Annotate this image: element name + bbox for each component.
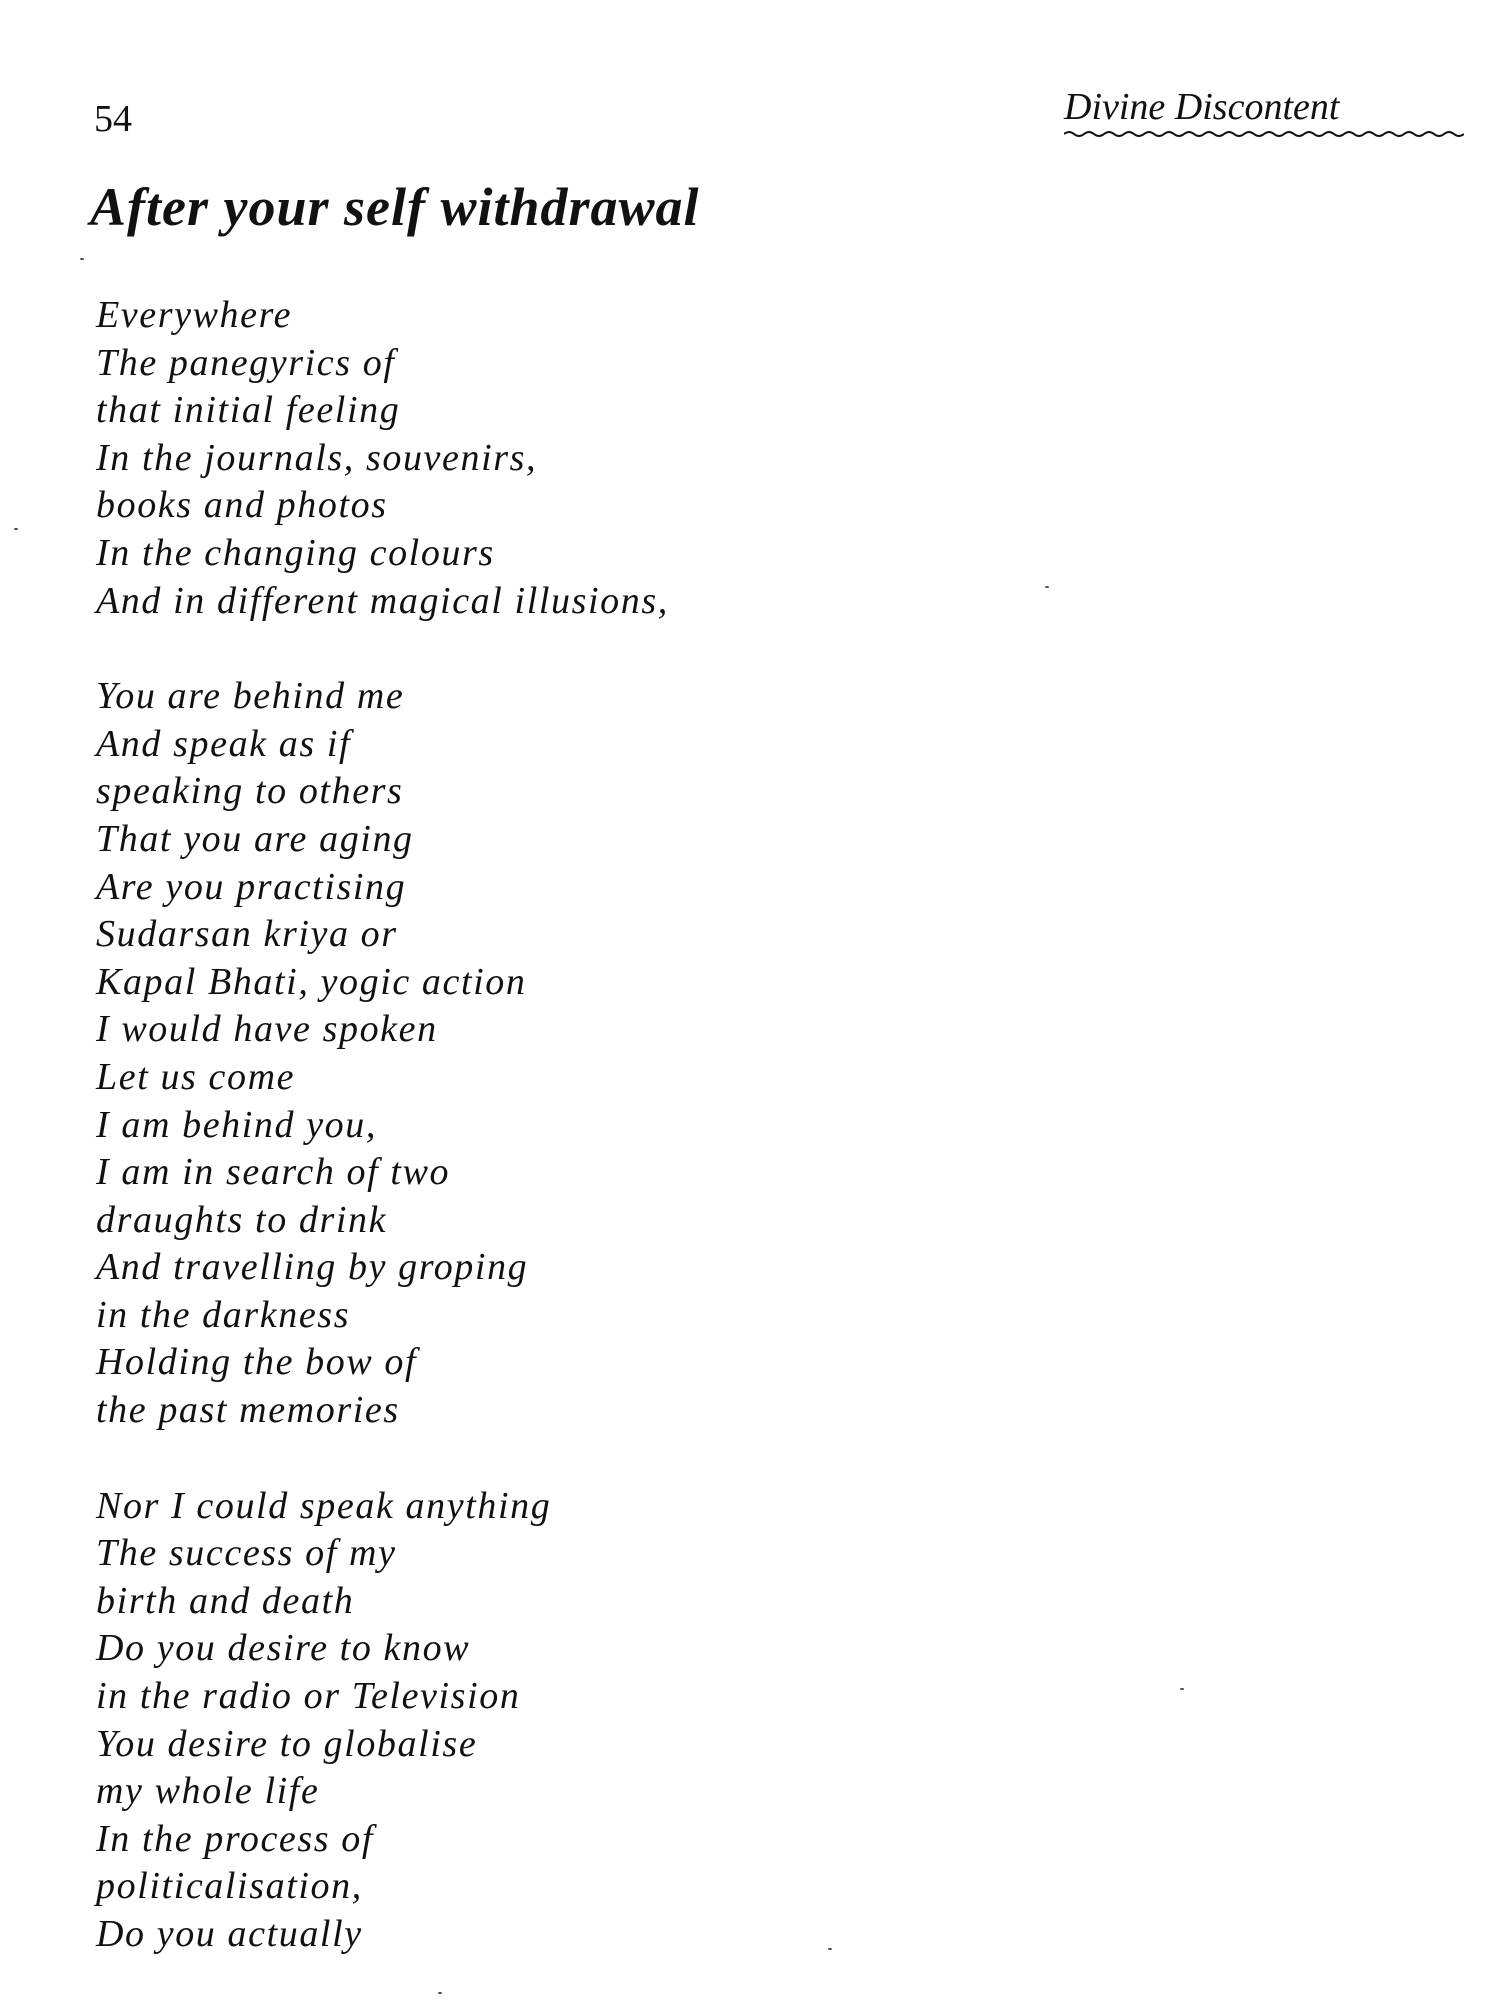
poem-line: I am in search of two [96, 1151, 451, 1194]
poem-line: Holding the bow of [96, 1341, 418, 1384]
page-number: 54 [94, 98, 132, 140]
poem-line: And travelling by groping [96, 1246, 529, 1289]
poem-line: And speak as if [96, 722, 352, 765]
scan-speck [1180, 1688, 1184, 1690]
poem-title: After your self withdrawal [90, 177, 700, 237]
poem-line: Do you actually [96, 1913, 363, 1955]
scan-speck [80, 258, 84, 260]
poem-line: In the journals, souvenirs, [96, 436, 538, 479]
scan-speck [828, 1948, 832, 1950]
poem-line: Are you practising [96, 865, 407, 908]
poem-body [96, 292, 1096, 1959]
poem-line: that initial feeling [96, 389, 401, 432]
poem-line: Let us come [96, 1055, 296, 1098]
poem-line: In the process of [96, 1817, 375, 1860]
poem-line: And in different magical illusions, [96, 579, 669, 622]
poem-line: speaking to others [96, 770, 404, 813]
running-header [1064, 88, 1464, 138]
poem-line: in the radio or Television [96, 1675, 521, 1718]
poem-line: The panegyrics of [96, 341, 396, 384]
stanza-2 [96, 673, 1096, 1435]
scan-speck [1045, 586, 1049, 588]
scan-speck [14, 528, 18, 530]
running-header-title: Divine Discontent [1064, 86, 1340, 128]
poem-line: in the darkness [96, 1293, 351, 1336]
wavy-underline [1064, 130, 1464, 138]
poem-line: Everywhere [96, 294, 293, 336]
poem-line: Nor I could speak anything [96, 1484, 552, 1527]
poem-line: The success of my [96, 1532, 397, 1575]
poem-line: birth and death [96, 1579, 355, 1622]
poem-line: Kapal Bhati, yogic action [96, 960, 527, 1003]
poem-line: You desire to globalise [96, 1722, 478, 1765]
poem-line: That you are aging [96, 817, 414, 860]
poem-line: I am behind you, [96, 1103, 377, 1146]
poem-line: Sudarsan kriya or [96, 913, 398, 956]
stanza-3 [96, 1483, 1096, 1959]
poem-line: I would have spoken [96, 1008, 438, 1051]
stanza-1 [96, 292, 1096, 625]
poem-line: Do you desire to know [96, 1627, 471, 1670]
poem-line: In the changing colours [96, 531, 495, 574]
poem-line: draughts to drink [96, 1198, 388, 1241]
poem-line: You are behind me [96, 675, 405, 718]
poem-line: books and photos [96, 484, 388, 527]
poem-line: the past memories [96, 1389, 400, 1432]
poem-line: politicalisation, [96, 1865, 363, 1908]
poem-line: my whole life [96, 1770, 320, 1813]
scan-speck [438, 1992, 442, 1994]
